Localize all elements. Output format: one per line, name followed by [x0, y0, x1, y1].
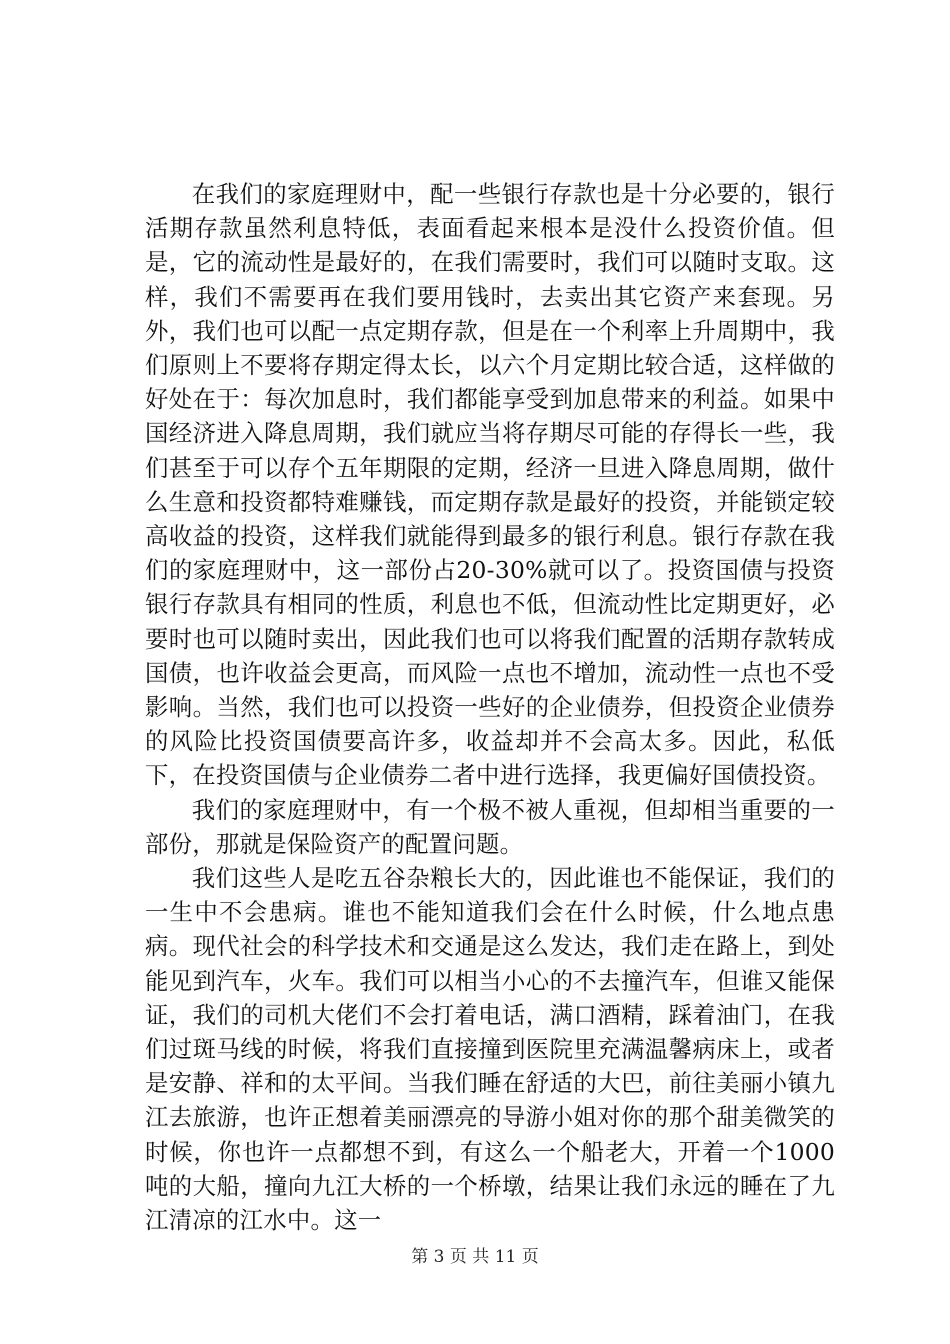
- paragraph-1: 在我们的家庭理财中，配一些银行存款也是十分必要的，银行活期存款虽然利息特低，表面看起来根本是没什么投资价值。但是，它的流动性是最好的，在我们需要时，我们可以随时支取。这样，我们不需要再在我们要用钱时，去卖出其它资产来套现。另外，我们也可以配一点定期存款，但是在一个利率上升周期中，我们原则上不要将存期定得太长，以六个月定期比较合适，这样做的好处在于：每次加息时，我们都能享受到加息带来的利益。如果中国经济进入降息周期，我们就应当将存期尽可能的存得长一些，我们甚至于可以存个五年期限的定期，经济一旦进入降息周期，做什么生意和投资都特难赚钱，而定期存款是最好的投资，并能锁定较高收益的投资，这样我们就能得到最多的银行利息。银行存款在我们的家庭理财中，这一部份占20-30%就可以了。投资国债与投资银行存款具有相同的性质，利息也不低，但流动性比定期更好，必要时也可以随时卖出，因此我们也可以将我们配置的活期存款转成国债，也许收益会更高，而风险一点也不增加，流动性一点也不受影响。当然，我们也可以投资一些好的企业债券，但投资企业债券的风险比投资国债要高许多，收益却并不会高太多。因此，私低下，在投资国债与企业债券二者中进行选择，我更偏好国债投资。: [145, 180, 835, 790]
- page-number-footer: 第 3 页 共 11 页: [411, 1247, 539, 1267]
- paragraph-2: 我们的家庭理财中，有一个极不被人重视，但却相当重要的一部份，那就是保险资产的配置问题。: [145, 795, 835, 858]
- paragraph-3: 我们这些人是吃五谷杂粮长大的，因此谁也不能保证，我们的一生中不会患病。谁也不能知道我们会在什么时候，什么地点患病。现代社会的科学技术和交通是这么发达，我们走在路上，到处能见到汽车，火车。我们可以相当小心的不去撞汽车，但谁又能保证，我们的司机大佬们不会打着电话，满口酒精，踩着油门，在我们过斑马线的时候，将我们直接撞到医院里充满温馨病床上，或者是安静、祥和的太平间。当我们睡在舒适的大巴，前往美丽小镇九江去旅游，也许正想着美丽漂亮的导游小姐对你的那个甜美微笑的时候，你也许一点都想不到，有这么一个船老大，开着一个1000吨的大船，撞向九江大桥的一个桥墩，结果让我们永远的睡在了九江清凉的江水中。这一: [145, 864, 835, 1235]
- document-body: [145, 177, 835, 1237]
